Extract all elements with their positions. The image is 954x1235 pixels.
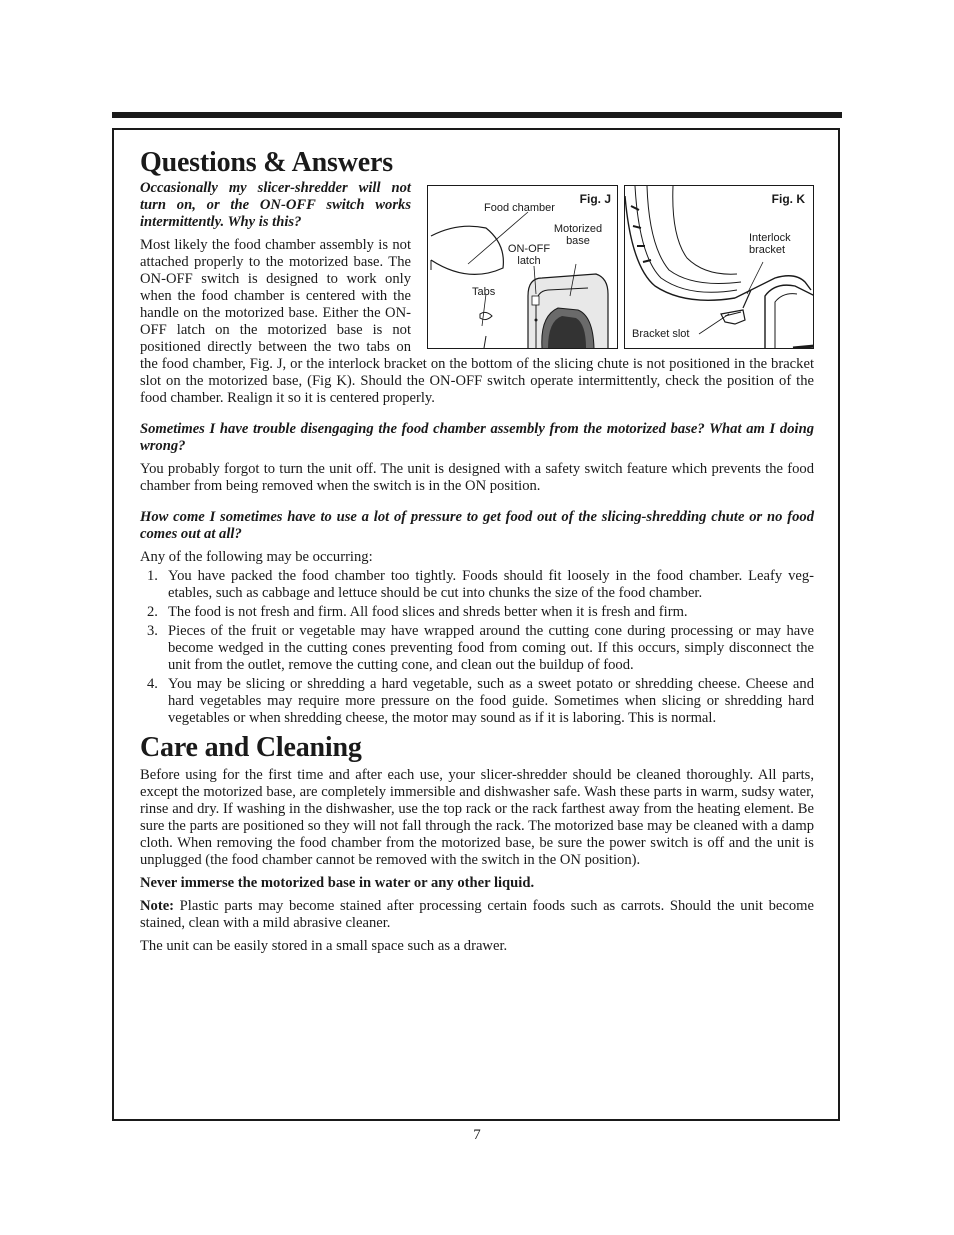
causes-list bbox=[140, 568, 814, 727]
care-storage: The unit can be easily stored in a small space such as a drawer. bbox=[140, 938, 508, 954]
note-label: Note: bbox=[140, 898, 175, 914]
label-interlock-bracket: Interlock bracket bbox=[749, 232, 791, 256]
answer-3: Any of the following may be occurring: bbox=[140, 549, 373, 565]
list-item-number: 3. bbox=[147, 623, 158, 639]
label-tabs: Tabs bbox=[472, 286, 496, 298]
list-item bbox=[140, 623, 814, 674]
figure-k-drawing bbox=[625, 186, 814, 349]
label-food-chamber: Food chamber bbox=[484, 202, 555, 214]
list-item-number: 4. bbox=[147, 676, 158, 692]
care-warning: Never immerse the motorized base in water or any other liquid. bbox=[140, 875, 535, 891]
list-item-text: You may be slicing or shredding a hard vegetable, such as a sweet potato or shredding cheese. Cheese and hard vegetables may require more pressure on the food guide. Sometimes when slicing or shredding hard vegetables or when shredding cheese, the motor may sound as if it is laboring. This is normal. bbox=[168, 676, 814, 726]
note-text: Plastic parts may become stained after processing certain foods such as carrots. Should the unit become stained, clean with a mild abrasive cleaner. bbox=[140, 898, 814, 931]
care-heading: Care and Cleaning bbox=[140, 732, 362, 763]
list-item-text: The food is not fresh and firm. All food slices and shreds better when it is fresh and firm. bbox=[168, 604, 688, 620]
label-motorized-base: Motorized base bbox=[553, 223, 603, 247]
care-note bbox=[140, 898, 814, 932]
figure-k bbox=[624, 185, 814, 349]
list-item bbox=[140, 568, 814, 602]
list-item-text: Pieces of the fruit or vegetable may have wrapped around the cutting cone during processing or may have become wedged in the cutting cones preventing food from coming out. If this occurs, simply disconnect the unit from the outlet, remove the cutting cone, and clean out the buildup of food. bbox=[168, 623, 814, 673]
question-2: Sometimes I have trouble disengaging the food chamber assembly from the motorized base? What am I doing wrong? bbox=[140, 421, 814, 454]
label-bracket-slot: Bracket slot bbox=[632, 328, 690, 340]
list-item bbox=[140, 676, 814, 727]
qa-heading: Questions & Answers bbox=[140, 147, 393, 178]
figure-j bbox=[427, 185, 618, 349]
list-item-number: 1. bbox=[147, 568, 158, 584]
top-rule bbox=[112, 112, 842, 118]
label-onoff-latch: ON-OFF latch bbox=[507, 243, 551, 267]
care-paragraph: Before using for the first time and after each use, your slicer-shredder should be cleaned thoroughly. All parts, except the motorized base, are completely immersible and dishwasher safe. Wash these parts in warm, sudsy water, rinse and dry. If washing in the dishwasher, use the top rack or the rack farthest away from the heating element. Be sure the parts are positioned so they will not fall through the rack. The motorized base may be cleaned with a damp cloth. When removing the food chamber from the motorized base, be sure the power switch is off and the unit is unplugged (the food chamber cannot be removed with the switch in the ON position). bbox=[140, 767, 814, 868]
answer-2: You probably forgot to turn the unit off. The unit is designed with a safety switch feature which prevents the food chamber from being removed when the switch is in the ON position. bbox=[140, 461, 814, 494]
figure-k-title: Fig. K bbox=[771, 192, 805, 206]
figure-j-title: Fig. J bbox=[579, 192, 611, 206]
question-1: Occasionally my slicer-shredder will not turn on, or the ON-OFF switch works intermittently. Why is this? bbox=[140, 180, 411, 230]
question-3: How come I sometimes have to use a lot of pressure to get food out of the slicing-shredding chute or no food comes out at all? bbox=[140, 509, 814, 542]
list-item-text: You have packed the food chamber too tightly. Foods should fit loosely in the food chamber. Leafy veg-etables, such as cabbage and lettuce should be cut into chunks the size of the food chamber. bbox=[168, 568, 814, 601]
page-content bbox=[140, 146, 814, 955]
page-number: 7 bbox=[473, 1127, 481, 1143]
figures-panel bbox=[427, 185, 814, 351]
answer-1: Most likely the food chamber assembly is not attached properly to the motorized base. The ON-OFF switch is designed to work only when the food chamber is centered with the handle on the motorized base. Either the ON-OFF latch on the motorized base is not positioned directly between the two tabs on the food chamber, Fig. J, or the interlock bracket on the bottom of the slicing chute is not positioned in the bracket slot on the motorized base, (Fig K). Should the ON-OFF switch operate intermittently, check the position of the food chamber. Realign it so it is centered properly. bbox=[140, 237, 814, 406]
list-item-number: 2. bbox=[147, 604, 158, 620]
list-item bbox=[140, 604, 814, 621]
